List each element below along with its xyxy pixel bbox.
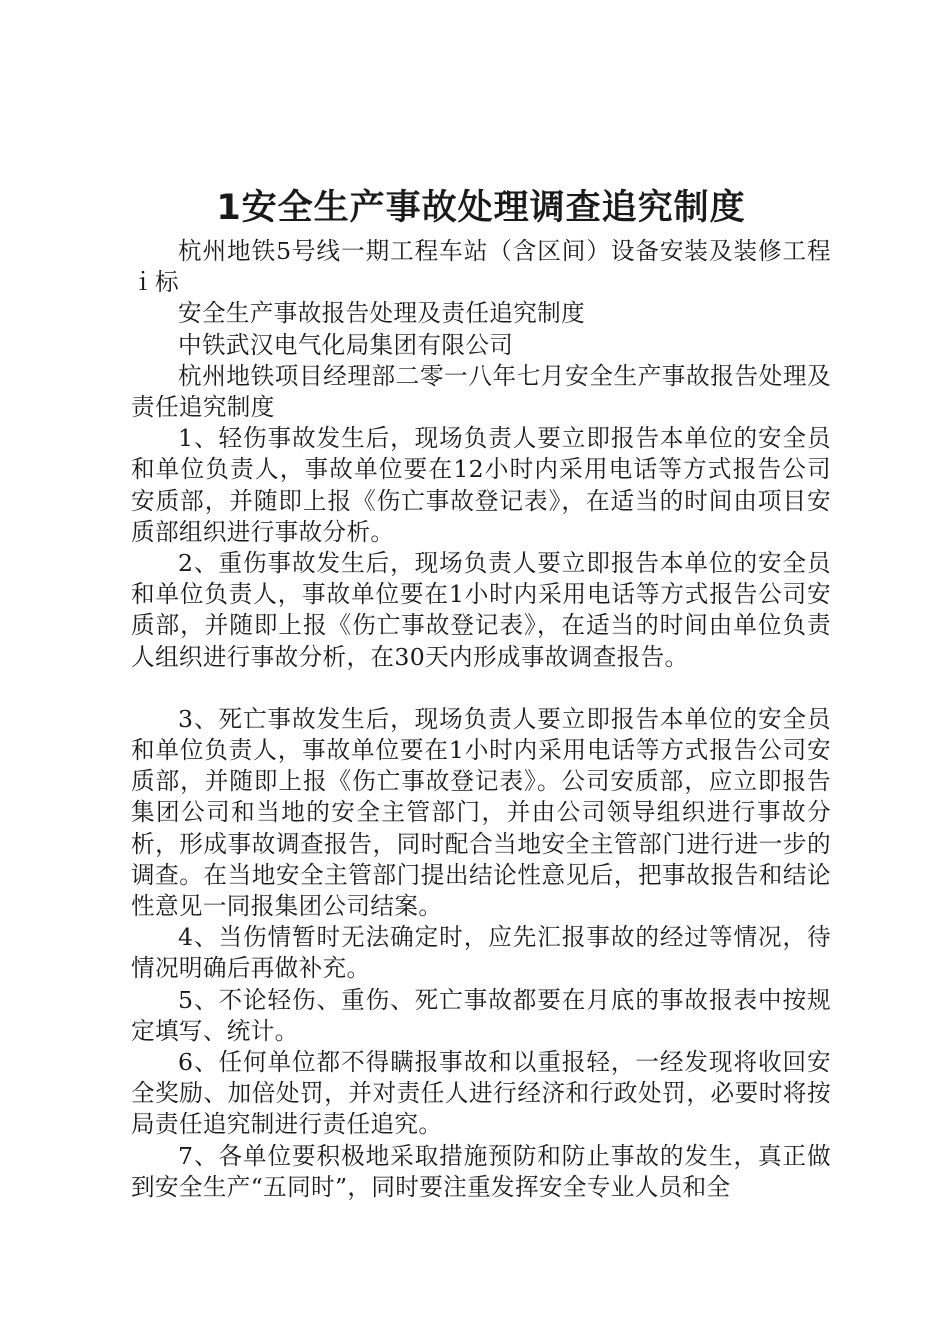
paragraph-clause-5: 5、不论轻伤、重伤、死亡事故都要在月底的事故报表中按规定填写、统计。 xyxy=(131,985,831,1045)
paragraph-clause-2: 2、重伤事故发生后，现场负责人要立即报告本单位的安全员和单位负责人，事故单位要在1小时内采用电话等方式报告公司安质部，并随即上报《伤亡事故登记表》，在适当的时间由单位负责人组织进行事故分析，在30天内形成事故调查报告。 xyxy=(131,549,831,671)
paragraph-system-name: 安全生产事故报告处理及责任追究制度 xyxy=(178,299,586,328)
paragraph-clause-7: 7、各单位要积极地采取措施预防和防止事故的发生，真正做到安全生产“五同时”，同时要注重发挥安全专业人员和全 xyxy=(131,1141,831,1201)
paragraph-clause-1: 1、轻伤事故发生后，现场负责人要立即报告本单位的安全员和单位负责人，事故单位要在12小时内采用电话等方式报告公司安质部，并随即上报《伤亡事故登记表》，在适当的时间由项目安质部组织进行事故分析。 xyxy=(131,424,831,546)
paragraph-clause-6: 6、任何单位都不得瞒报事故和以重报轻，一经发现将收回安全奖励、加倍处罚，并对责任人进行经济和行政处罚，必要时将按局责任追究制进行责任追究。 xyxy=(131,1048,831,1139)
paragraph-company-name: 中铁武汉电气化局集团有限公司 xyxy=(178,330,514,359)
paragraph-department-date: 杭州地铁项目经理部二零一八年七月安全生产事故报告处理及责任追究制度 xyxy=(131,361,831,422)
document-page xyxy=(131,186,831,1203)
paragraph-clause-3: 3、死亡事故发生后，现场负责人要立即报告本单位的安全员和单位负责人，事故单位要在1小时内采用电话等方式报告公司安质部，并随即上报《伤亡事故登记表》。公司安质部，应立即报告集团公司和当地的安全主管部门，并由公司领导组织进行事故分析，形成事故调查报告，同时配合当地安全主管部门进行进一步的调查。在当地安全主管部门提出结论性意见后，把事故报告和结论性意见一同报集团公司结案。 xyxy=(131,704,831,921)
document-title: 1安全生产事故处理调查追究制度 xyxy=(216,188,746,228)
paragraph-clause-4: 4、当伤情暂时无法确定时，应先汇报事故的经过等情况，待情况明确后再做补充。 xyxy=(131,923,831,983)
paragraph-project-name: 杭州地铁5号线一期工程车站（含区间）设备安装及装修工程ｉ标 xyxy=(131,237,831,297)
paragraph-spacer xyxy=(131,673,831,704)
